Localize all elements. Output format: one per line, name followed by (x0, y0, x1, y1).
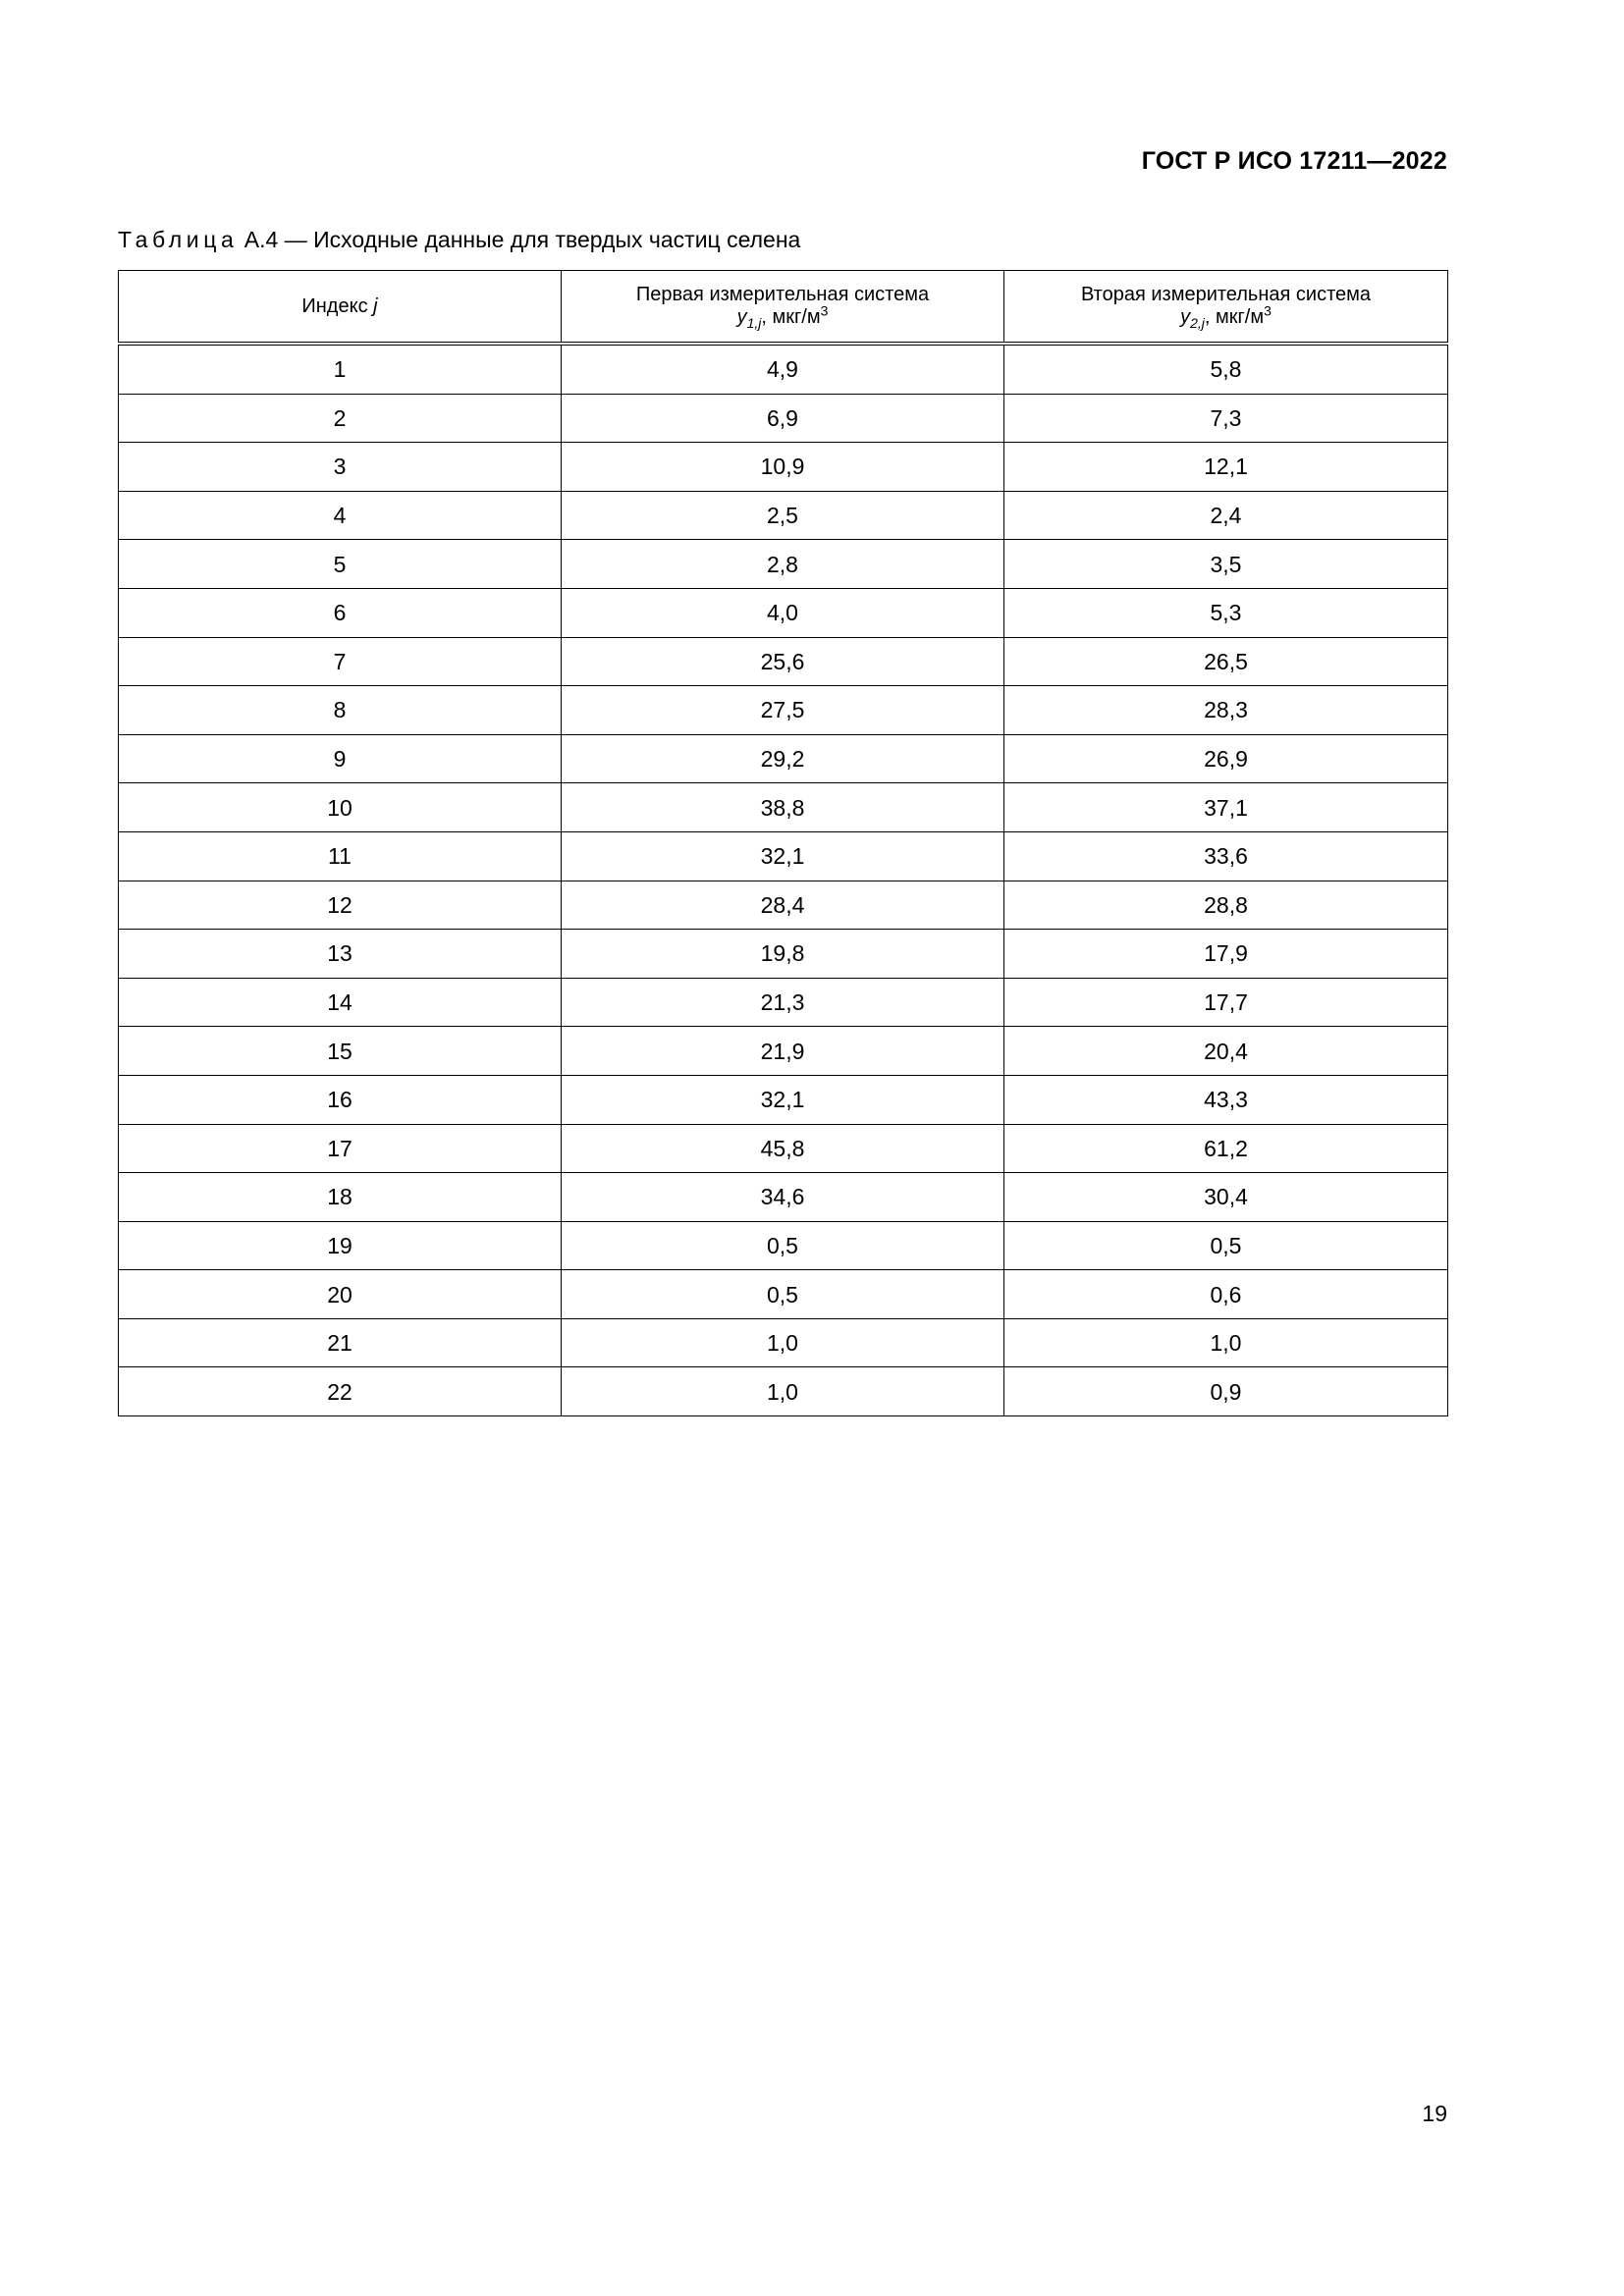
cell-index: 15 (119, 1027, 562, 1076)
cell-system-2: 7,3 (1004, 394, 1448, 443)
cell-system-2: 2,4 (1004, 491, 1448, 540)
cell-system-2: 20,4 (1004, 1027, 1448, 1076)
table-row (119, 1221, 1448, 1270)
table-row (119, 1124, 1448, 1173)
cell-system-2: 33,6 (1004, 831, 1448, 881)
cell-system-1: 1,0 (562, 1318, 1004, 1367)
column-header-system-1-unit (562, 302, 1003, 331)
cell-index: 22 (119, 1367, 562, 1416)
table-row (119, 978, 1448, 1027)
column-header-system-1-subscript: 1,j (746, 315, 762, 331)
table-row (119, 637, 1448, 686)
cell-system-1: 2,8 (562, 540, 1004, 589)
table-row (119, 831, 1448, 881)
cell-system-2: 61,2 (1004, 1124, 1448, 1173)
column-header-system-1-label: Первая измерительная система (635, 284, 930, 305)
table-row (119, 783, 1448, 832)
cell-system-1: 38,8 (562, 783, 1004, 832)
column-header-system-2-unit-text: , мкг/м (1204, 306, 1265, 328)
cell-system-2: 26,9 (1004, 734, 1448, 783)
table-caption-text: А.4 — Исходные данные для твердых частиц селена (238, 227, 801, 252)
cell-system-1: 21,3 (562, 978, 1004, 1027)
column-header-system-1 (562, 271, 1004, 345)
cell-system-2: 17,7 (1004, 978, 1448, 1027)
table-row (119, 588, 1448, 637)
column-header-system-2-subscript: 2,j (1190, 315, 1205, 331)
cell-system-1: 29,2 (562, 734, 1004, 783)
column-header-system-2-label: Вторая измерительная система (1080, 284, 1372, 305)
table-caption (118, 227, 800, 253)
cell-system-2: 3,5 (1004, 540, 1448, 589)
cell-system-2: 37,1 (1004, 783, 1448, 832)
cell-index: 12 (119, 881, 562, 930)
cell-system-2: 0,9 (1004, 1367, 1448, 1416)
cell-index: 6 (119, 588, 562, 637)
table-row (119, 1173, 1448, 1222)
table-row (119, 394, 1448, 443)
column-header-system-2-symbol: y (1180, 306, 1191, 328)
cell-system-1: 0,5 (562, 1270, 1004, 1319)
table-row (119, 344, 1448, 394)
cell-system-2: 1,0 (1004, 1318, 1448, 1367)
cell-index: 20 (119, 1270, 562, 1319)
column-header-system-1-unit-text: , мкг/м (761, 306, 821, 328)
cell-system-1: 28,4 (562, 881, 1004, 930)
column-header-system-2-unit (1004, 302, 1447, 331)
table-row (119, 686, 1448, 735)
column-header-index-symbol: j (373, 294, 378, 317)
column-header-index (119, 271, 562, 345)
cell-system-1: 6,9 (562, 394, 1004, 443)
table-caption-prefix: Таблица (118, 227, 239, 252)
cell-index: 4 (119, 491, 562, 540)
table-row (119, 1075, 1448, 1124)
table-row (119, 1270, 1448, 1319)
cell-index: 21 (119, 1318, 562, 1367)
cell-system-1: 10,9 (562, 443, 1004, 492)
cell-system-2: 17,9 (1004, 930, 1448, 979)
column-header-system-2 (1004, 271, 1448, 345)
table-row (119, 930, 1448, 979)
cell-index: 16 (119, 1075, 562, 1124)
cell-system-1: 34,6 (562, 1173, 1004, 1222)
cell-system-2: 43,3 (1004, 1075, 1448, 1124)
cell-index: 10 (119, 783, 562, 832)
table-row (119, 540, 1448, 589)
table-row (119, 491, 1448, 540)
table-row (119, 1367, 1448, 1416)
cell-system-1: 45,8 (562, 1124, 1004, 1173)
cell-system-1: 4,0 (562, 588, 1004, 637)
table-row (119, 881, 1448, 930)
cell-index: 18 (119, 1173, 562, 1222)
cell-system-1: 32,1 (562, 1075, 1004, 1124)
cell-system-2: 28,3 (1004, 686, 1448, 735)
cell-system-1: 21,9 (562, 1027, 1004, 1076)
cell-system-1: 25,6 (562, 637, 1004, 686)
cell-system-2: 28,8 (1004, 881, 1448, 930)
cell-system-2: 26,5 (1004, 637, 1448, 686)
cell-index: 1 (119, 344, 562, 394)
cell-system-2: 12,1 (1004, 443, 1448, 492)
column-header-index-label: Индекс (301, 294, 374, 317)
cell-index: 2 (119, 394, 562, 443)
column-header-system-1-symbol: y (736, 306, 747, 328)
cell-index: 13 (119, 930, 562, 979)
document-header: ГОСТ Р ИСО 17211—2022 (1141, 147, 1447, 175)
cell-system-1: 32,1 (562, 831, 1004, 881)
table-header-row (119, 271, 1448, 345)
cell-index: 17 (119, 1124, 562, 1173)
page-number: 19 (1422, 2101, 1447, 2126)
data-table (118, 270, 1448, 1416)
cell-index: 7 (119, 637, 562, 686)
cell-system-2: 0,6 (1004, 1270, 1448, 1319)
cell-system-2: 5,8 (1004, 344, 1448, 394)
cell-system-1: 19,8 (562, 930, 1004, 979)
cell-system-1: 0,5 (562, 1221, 1004, 1270)
table-row (119, 1027, 1448, 1076)
cell-system-1: 4,9 (562, 344, 1004, 394)
table-row (119, 734, 1448, 783)
column-header-system-1-unit-sup: 3 (820, 302, 829, 319)
cell-system-1: 27,5 (562, 686, 1004, 735)
cell-index: 5 (119, 540, 562, 589)
cell-index: 3 (119, 443, 562, 492)
cell-system-2: 5,3 (1004, 588, 1448, 637)
cell-index: 9 (119, 734, 562, 783)
cell-system-2: 0,5 (1004, 1221, 1448, 1270)
table-row (119, 1318, 1448, 1367)
cell-system-2: 30,4 (1004, 1173, 1448, 1222)
cell-index: 11 (119, 831, 562, 881)
column-header-system-2-unit-sup: 3 (1264, 302, 1272, 319)
cell-system-1: 2,5 (562, 491, 1004, 540)
cell-index: 14 (119, 978, 562, 1027)
cell-system-1: 1,0 (562, 1367, 1004, 1416)
table-row (119, 443, 1448, 492)
cell-index: 19 (119, 1221, 562, 1270)
cell-index: 8 (119, 686, 562, 735)
